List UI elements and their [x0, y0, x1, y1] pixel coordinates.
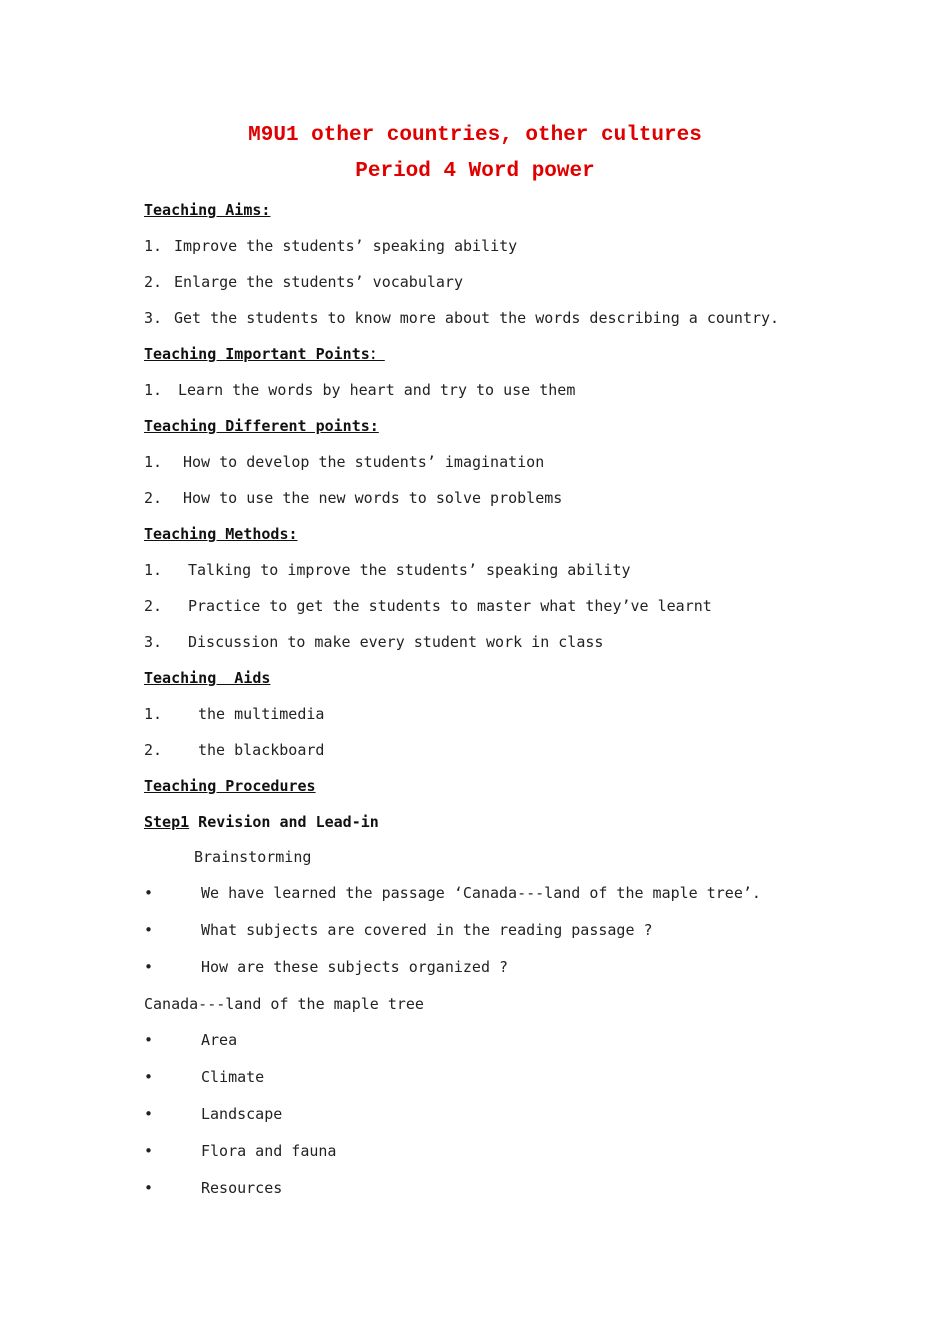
item-number: 2.	[144, 597, 163, 615]
item-number: 3.	[144, 309, 163, 327]
different-item	[144, 488, 562, 508]
question-text: We have learned the passage ‘Canada---land of the maple tree’.	[201, 884, 761, 902]
section-heading-important: Teaching Important Points：	[144, 345, 385, 363]
item-text: Practice to get the students to master what they’ve learnt	[188, 597, 712, 615]
subject-text: Area	[201, 1031, 238, 1049]
item-number: 2.	[144, 741, 163, 759]
subject-item	[144, 1178, 282, 1198]
aids-item	[144, 704, 324, 724]
methods-item	[144, 560, 631, 580]
subject-item	[144, 1067, 264, 1087]
methods-item	[144, 632, 603, 652]
item-number: 3.	[144, 633, 163, 651]
subject-text: Resources	[201, 1179, 283, 1197]
bullet-icon: •	[144, 884, 154, 902]
item-number: 1.	[144, 705, 163, 723]
subject-item	[144, 1104, 282, 1124]
question-text: What subjects are covered in the reading passage ?	[201, 921, 653, 939]
item-number: 2.	[144, 273, 163, 291]
bullet-icon: •	[144, 1105, 154, 1123]
question-text: How are these subjects organized ?	[201, 958, 509, 976]
bullet-icon: •	[144, 921, 154, 939]
bullet-icon: •	[144, 1031, 154, 1049]
item-text: Enlarge the students’ vocabulary	[174, 273, 463, 291]
question-item	[144, 957, 508, 977]
subject-item	[144, 1030, 237, 1050]
section-heading-procedures: Teaching Procedures	[144, 777, 316, 795]
subject-text: Landscape	[201, 1105, 283, 1123]
section-heading-aids: Teaching Aids	[144, 669, 271, 687]
bullet-icon: •	[144, 1179, 154, 1197]
important-item	[144, 380, 575, 400]
subject-text: Climate	[201, 1068, 265, 1086]
brainstorming-label: Brainstorming	[194, 848, 312, 866]
aims-item	[144, 308, 779, 328]
item-text: How to develop the students’ imagination	[183, 453, 545, 471]
question-item	[144, 883, 761, 903]
subject-item	[144, 1141, 336, 1161]
item-text: How to use the new words to solve problems	[183, 489, 563, 507]
section-heading-different: Teaching Different points:	[144, 417, 379, 435]
step1-label: Step1	[144, 813, 190, 831]
aims-item	[144, 272, 463, 292]
item-text: Talking to improve the students’ speaking ability	[188, 561, 631, 579]
document-subtitle: Period 4 Word power	[355, 160, 595, 183]
item-number: 2.	[144, 489, 163, 507]
item-text: Learn the words by heart and try to use them	[178, 381, 576, 399]
question-item	[144, 920, 653, 940]
item-text: Get the students to know more about the words describing a country.	[174, 309, 780, 327]
section-heading-aims: Teaching Aims:	[144, 201, 271, 219]
bullet-icon: •	[144, 1142, 154, 1160]
item-number: 1.	[144, 381, 163, 399]
aims-item	[144, 236, 517, 256]
aids-item	[144, 740, 324, 760]
item-text: the blackboard	[198, 741, 325, 759]
item-text: the multimedia	[198, 705, 325, 723]
item-number: 1.	[144, 453, 163, 471]
step1-title: Revision and Lead-in	[189, 813, 379, 831]
document-title: M9U1 other countries, other cultures	[248, 124, 702, 147]
methods-item	[144, 596, 712, 616]
section-heading-methods: Teaching Methods:	[144, 525, 298, 543]
item-number: 1.	[144, 237, 163, 255]
bullet-icon: •	[144, 1068, 154, 1086]
different-item	[144, 452, 544, 472]
item-text: Improve the students’ speaking ability	[174, 237, 518, 255]
subject-text: Flora and fauna	[201, 1142, 337, 1160]
step1-heading	[144, 812, 379, 832]
item-text: Discussion to make every student work in class	[188, 633, 604, 651]
item-number: 1.	[144, 561, 163, 579]
canada-title: Canada---land of the maple tree	[144, 995, 424, 1013]
bullet-icon: •	[144, 958, 154, 976]
